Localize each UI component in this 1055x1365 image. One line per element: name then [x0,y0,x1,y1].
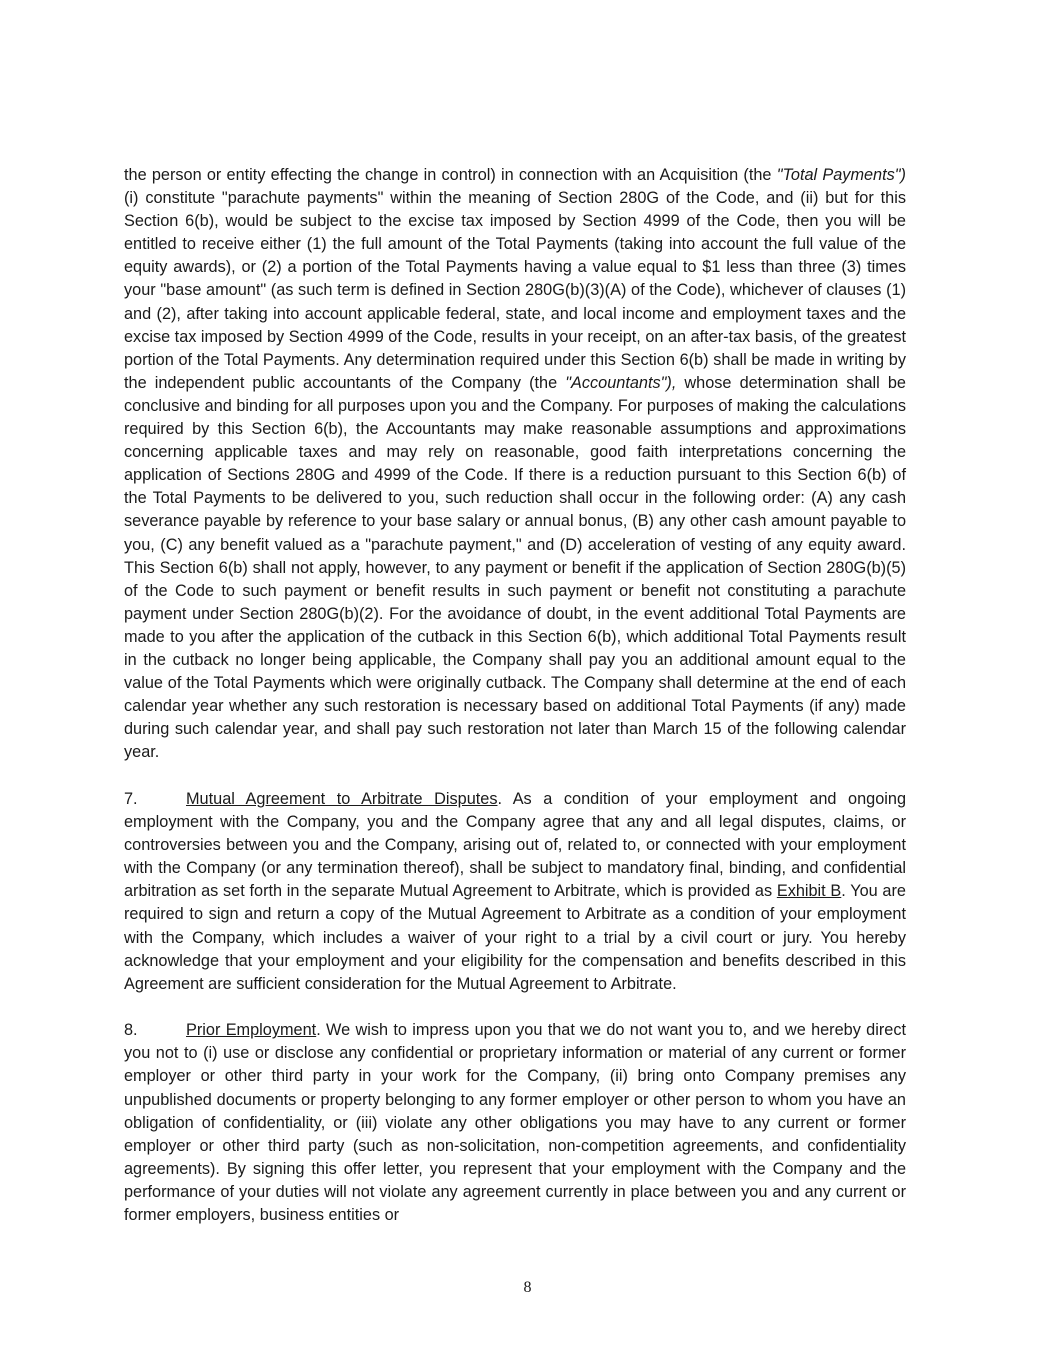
section-8-heading-period: . [316,1021,321,1040]
section-6b-continued [124,164,906,764]
section-7-heading: Mutual Agreement to Arbitrate Disputes [186,789,498,808]
section-8-heading: Prior Employment [186,1021,317,1040]
accountants-term: "Accountants"), [565,373,677,392]
section-8-body: We wish to impress upon you that we do not want you to, and we hereby direct you not to (i) use or disclose any confidential or proprietary information or material of any current or former employer or other third party in your work for the Company, (ii) bring onto Company premises any unpublished documents or property belonging to any former employer or other person to whom you have an obligation of confidentiality, or (iii) violate any other obligations you may have to any current or former employer or other third party (such as non-solicitation, non-competition agreements, and confidentiality agreements). By signing this offer letter, you represent that your employment with the Company and the performance of your duties will not violate any agreement currently in place between you and any current or former employers, business entities or [124,1021,906,1225]
paragraph-spacer [124,764,906,788]
section-7-heading-period: . [497,789,503,808]
total-payments-term: "Total Payments") [776,166,906,184]
paragraph-spacer [124,996,906,1020]
section-8 [124,1019,906,1227]
page-number: 8 [523,1279,532,1296]
section-6b-text-1: the person or entity effecting the change in control) in connection with an Acquisition (the [124,166,777,184]
section-8-number: 8. [124,1021,138,1040]
section-7 [124,788,906,996]
section-7-body-1: As a condition of your employment and ongoing employment with the Company, you and the Company agree that any and all legal disputes, claims, or controversies between you and the Company, arising out of, related to, or connected with your employment with the Company (or any termination thereof), shall be subject to mandatory final, binding, and confidential arbitration as set forth in the separate Mutual Agreement to Arbitrate, which is provided as [124,789,907,901]
document-page [124,164,906,1227]
section-6b-text-3: whose determination shall be conclusive and binding for all purposes upon you and the Company. For purposes of making the calculations required by this Section 6(b), the Accountants may make reasonable assumptions and approximations concerning applicable taxes and may rely on reasonable, good faith interpretations concerning the application of Sections 280G and 4999 of the Code. If there is a reduction pursuant to this Section 6(b) of the Total Payments to be delivered to you, such reduction shall occur in the following order: (A) any cash severance payable by reference to your base salary or annual bonus, (B) any other cash amount payable to you, (C) any benefit valued as a "parachute payment," and (D) acceleration of vesting of any equity award. This Section 6(b) shall not apply, however, to any payment or benefit if the application of Section 280G(b)(5) of the Code to such payment or benefit results in such payment or benefit not constituting a parachute payment under Section 280G(b)(2). For the avoidance of doubt, in the event additional Total Payments are made to you after the application of the cutback in this Section 6(b), which additional Total Payments result in the cutback no longer being applicable, the Company shall pay you an additional amount equal to the value of the Total Payments which were originally cutback. The Company shall determine at the end of each calendar year whether any such restoration is necessary based on additional Total Payments (if any) made during such calendar year, and shall pay such restoration not later than March 15 of the following calendar year. [124,373,906,762]
section-7-body-2: . You are required to sign and return a copy of the Mutual Agreement to Arbitrate as a condition of your employment with the Company, which includes a waiver of your right to a trial by a civil court or jury. You hereby acknowledge that your employment and your eligibility for the compensation and benefits described in this Agreement are sufficient consideration for the Mutual Agreement to Arbitrate. [124,882,906,993]
section-6b-text-2: (i) constitute "parachute payments" within the meaning of Section 280G of the Code, and (ii) but for this Section 6(b), would be subject to the excise tax imposed by Section 4999 of the Code, then you will be entitled to receive either (1) the full amount of the Total Payments (taking into account the full value of the equity awards), or (2) a portion of the Total Payments having a value equal to $1 less than three (3) times your "base amount" (as such term is defined in Section 280G(b)(3)(A) of the Code), whichever of clauses (1) and (2), after taking into account applicable federal, state, and local income and employment taxes and the excise tax imposed by Section 4999 of the Code, results in your receipt, on an after-tax basis, of the greatest portion of the Total Payments. Any determination required under this Section 6(b) shall be made in writing by the independent public accountants of the Company (the [124,189,906,392]
exhibit-b-link[interactable]: Exhibit B [776,882,842,901]
section-7-number: 7. [124,789,138,808]
